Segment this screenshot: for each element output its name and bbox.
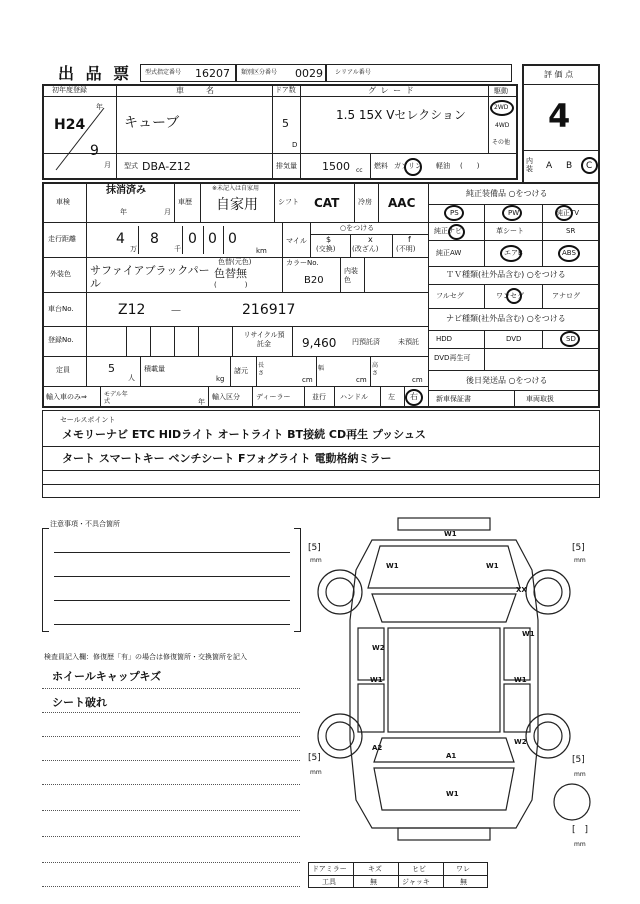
navi-title: ナビ種類(社外品含む) ○をつける (446, 314, 566, 323)
interior-c: C (586, 161, 593, 171)
equip-pw-circle (502, 205, 522, 221)
sales-line1: メモリーナビ ETC HIDライト オートライト BT接続 CD再生 プッシュス (62, 428, 426, 441)
mileage-km: km (256, 247, 267, 255)
tire-fr (526, 570, 570, 614)
acc-r2: ジャッキ (402, 878, 430, 886)
capacity-value: 5 (108, 362, 115, 375)
model-value: DBA-Z12 (142, 160, 191, 173)
history-value: 自家用 (216, 197, 258, 213)
score-label: 評 価 点 (544, 70, 574, 79)
capacity-label: 定員 (56, 366, 70, 374)
mileage-unit2: 千 (174, 245, 181, 253)
color-change-paren: ( ) (214, 281, 248, 289)
equip-sr: SR (566, 227, 576, 235)
acc-r3: 無 (460, 878, 467, 886)
fuel-diesel: 軽油 (436, 162, 450, 170)
import-label: 輸入車のみ⇒ (46, 393, 87, 401)
history-note: ※未記入は自家用 (212, 185, 260, 192)
mark-hood-right: W1 (486, 562, 499, 570)
ac-value: AAC (388, 196, 416, 210)
shaken-year: 年 (120, 208, 127, 216)
model-cert-label: 型式指定番号 (145, 69, 182, 76)
model-label: 型式 (124, 162, 138, 170)
recycle-value: 9,460 (302, 336, 337, 350)
fuel-gas-circle (404, 158, 422, 176)
equip-airbag: エアB (504, 249, 523, 257)
tv-title: ＴＶ種類(社外品含む) ○をつける (446, 270, 566, 279)
mark-left-front-door: W2 (372, 644, 385, 652)
shaken-label: 車検 (56, 198, 70, 206)
navi-hdd: HDD (436, 335, 453, 343)
drive-2wd-circle (490, 100, 514, 116)
model-cert-value: 16207 (195, 67, 230, 80)
fuel-gas: ガソリン (394, 162, 422, 170)
model-year-label: モデル年式 (104, 391, 128, 405)
spare-depth: [ ] (572, 825, 589, 835)
height-label: 高さ (372, 362, 379, 377)
acc-h3: ワレ (456, 865, 470, 873)
mile-opt2-sym: x (368, 235, 373, 244)
color-change-label: 色替(元色) (218, 258, 252, 266)
import-class-label: 輸入区分 (212, 393, 240, 401)
tire-fl-depth: [5] (308, 543, 321, 553)
interior-b: B (566, 161, 573, 171)
capacity-unit: 人 (128, 374, 135, 382)
shaken-month: 月 (164, 208, 171, 216)
import-parallel: 並行 (312, 393, 326, 401)
serial-box (326, 64, 512, 82)
interior-a: A (546, 161, 553, 171)
mark-left-rear-door: W1 (370, 676, 383, 684)
car-name: キューブ (124, 115, 180, 131)
serial-label: シリアル番号 (335, 69, 371, 76)
mile-opt2: (改ざん) (352, 245, 379, 253)
equip-leather: 革シート (496, 227, 524, 235)
grade-value: 1.5 15X Vセレクション (336, 108, 466, 122)
mark-rear-left: A2 (372, 744, 383, 752)
fuel-other: ( ) (460, 162, 480, 170)
drive-label: 駆動 (494, 87, 508, 95)
load-unit: kg (216, 375, 225, 383)
car-diagram (300, 510, 610, 862)
handle-left: 左 (388, 393, 395, 401)
acc-r1: 無 (370, 878, 377, 886)
displacement-value: 1500 (322, 160, 350, 173)
inspector-label: 検査員記入欄：修復歴「有」の場合は修復箇所・交換箇所を記入 (44, 653, 247, 661)
tv-fullseg: フルセグ (436, 292, 464, 300)
mile-opt1: (交換) (316, 245, 336, 253)
color-label: 外装色 (50, 270, 71, 278)
rear-bumper (398, 828, 490, 840)
doors-unit: D (292, 141, 298, 149)
mileage-d2: 8 (150, 231, 159, 247)
equip-pw: PW (508, 209, 520, 217)
genuine-title: 純正装備品 ○をつける (466, 189, 548, 198)
width-cm: cm (356, 376, 367, 384)
handle-right-circle (405, 389, 423, 406)
mile-opt3-sym: f (408, 235, 411, 244)
mileage-d1: 4 (116, 231, 125, 247)
history-label: 車歴 (178, 198, 192, 206)
chassis-dash: － (170, 304, 183, 318)
ac-label: 冷房 (358, 198, 372, 206)
interior-label: 内装 (526, 157, 533, 173)
front-bumper (398, 518, 490, 530)
len-label: 長さ (258, 362, 265, 377)
later-title: 後日発送品 ○をつける (466, 376, 548, 385)
page-title: 出 品 票 (58, 64, 133, 83)
first-reg-year: H24 (54, 117, 86, 133)
caution-label: 注意事項・不具合箇所 (50, 520, 120, 528)
month-unit: 月 (104, 161, 111, 169)
caution-bracket-left (42, 528, 49, 632)
model-cert-box (140, 64, 236, 82)
shift-label: シフト (278, 198, 299, 206)
color-no-label: カラーNo. (286, 259, 319, 267)
mark-right-front-door: W1 (522, 630, 535, 638)
color-change-value: 色替無 (214, 267, 247, 280)
equip-aw: 純正AW (436, 249, 462, 257)
equip-ps-circle (444, 205, 464, 221)
equip-abs: ABS (562, 249, 576, 257)
mark-rear-center: A1 (446, 752, 457, 760)
note-line1: ホイールキャップキズ (52, 670, 162, 683)
acc-h1: キズ (368, 865, 382, 873)
equip-tv: 純正TV (556, 209, 580, 217)
mile-label: マイル (286, 237, 307, 245)
first-reg-label: 初年度登録 (52, 86, 87, 94)
drive-other: その他 (492, 139, 511, 146)
spare-tire (554, 784, 590, 820)
equip-tv-circle (555, 205, 573, 221)
mileage-unit1: 万 (130, 245, 137, 253)
equip-ps: PS (450, 209, 459, 217)
grade-label: グ レ ー ド (368, 86, 415, 95)
year-unit: 年 (96, 103, 103, 111)
tire-rr-depth: [5] (572, 755, 585, 765)
recycle-label: リサイクル預託金 (243, 331, 285, 348)
tv-oneseg-circle (506, 288, 522, 304)
mark-front-bumper: W1 (444, 530, 457, 538)
equip-abs-circle (558, 245, 580, 262)
acc-r0: 工具 (322, 878, 336, 886)
equip-navi: 純正ナビ (434, 227, 462, 235)
mark-hood-left: W1 (386, 562, 399, 570)
tire-rl-unit: mm (310, 769, 322, 776)
tire-rr-unit: mm (574, 771, 586, 778)
handle-label: ハンドル (340, 393, 368, 401)
tire-rl (318, 714, 362, 758)
drive-2wd: 2WD (494, 104, 509, 111)
model-year-unit: 年 (198, 398, 205, 406)
height-cm: cm (412, 376, 423, 384)
interior-c-circle (581, 157, 598, 174)
dims-label: 諸元 (234, 367, 248, 375)
recycle-paid: 円預託済 (352, 338, 380, 346)
reg-label: 登録No. (48, 336, 74, 344)
shift-value: CAT (314, 196, 340, 210)
car-name-label: 車 名 (176, 86, 216, 95)
acc-h2: ヒビ (412, 865, 426, 873)
color-no-value: B20 (304, 275, 324, 286)
sales-label: セールスポイント (60, 416, 116, 424)
tv-analog: アナログ (552, 292, 580, 300)
tire-fr-depth: [5] (572, 543, 585, 553)
handle-right: 右 (410, 392, 418, 401)
recycle-unpaid: 未預託 (398, 338, 419, 346)
load-label: 積載量 (144, 365, 165, 373)
mark-right-rear-door: W1 (514, 676, 527, 684)
mileage-d5: 0 (228, 231, 237, 247)
len-cm: cm (302, 376, 313, 384)
mile-opt1-sym: $ (326, 235, 332, 244)
doors-value: 5 (282, 117, 289, 130)
sales-line2: タート スマートキー ベンチシート Fフォグライト 電動格納ミラー (62, 452, 392, 465)
later-manual: 車両取扱 (526, 395, 554, 403)
mark-rear-right: W2 (514, 738, 527, 746)
note-line2: シート破れ (52, 696, 107, 709)
chassis-prefix: Z12 (118, 302, 146, 318)
navi-dvd: DVD (506, 335, 522, 343)
mile-opt3: (不明) (396, 245, 416, 253)
navi-sd: SD (566, 335, 576, 343)
fuel-label: 燃料 (374, 162, 388, 170)
equip-airbag-circle (500, 245, 522, 262)
first-reg-slash (52, 102, 110, 174)
shaken-value: 抹消済み (106, 185, 146, 196)
score-value: 4 (548, 97, 571, 135)
class-no-box (236, 64, 326, 82)
mark-fender-right: XX (516, 586, 527, 594)
tire-fl (318, 570, 362, 614)
class-no-label: 類別区分番号 (241, 69, 278, 76)
chassis-label: 車台No. (48, 305, 74, 313)
doors-label: ドア数 (275, 86, 296, 94)
spare-unit: mm (574, 841, 586, 848)
equip-navi-circle (448, 224, 465, 240)
mark-trunk: W1 (446, 790, 459, 798)
mile-instruction: ○をつける (340, 224, 375, 232)
later-warranty: 新車保証書 (436, 395, 471, 403)
class-no-value: 0029 (295, 67, 323, 80)
import-dealer: ディーラー (256, 393, 291, 401)
drive-4wd: 4WD (495, 122, 510, 129)
color-value: サファイアブラックパール (90, 264, 210, 290)
chassis-no: 216917 (242, 302, 296, 318)
tire-fl-unit: mm (310, 557, 322, 564)
tire-rr (526, 714, 570, 758)
displacement-unit: cc (356, 167, 363, 174)
dvd-label: DVD再生可 (434, 354, 471, 362)
int-color-label: 内装色 (344, 267, 358, 284)
mileage-d4: 0 (208, 231, 217, 247)
first-reg-month: 9 (90, 143, 99, 159)
acc-h0: ドアミラー (312, 865, 347, 873)
displacement-label: 排気量 (276, 162, 297, 170)
tire-rl-depth: [5] (308, 753, 321, 763)
tv-oneseg: ワンセグ (496, 292, 524, 300)
mileage-label: 走行距離 (48, 235, 76, 243)
width-label: 幅 (318, 365, 325, 372)
tire-fr-unit: mm (574, 557, 586, 564)
navi-sd-circle (560, 331, 580, 347)
mileage-d3: 0 (188, 231, 197, 247)
